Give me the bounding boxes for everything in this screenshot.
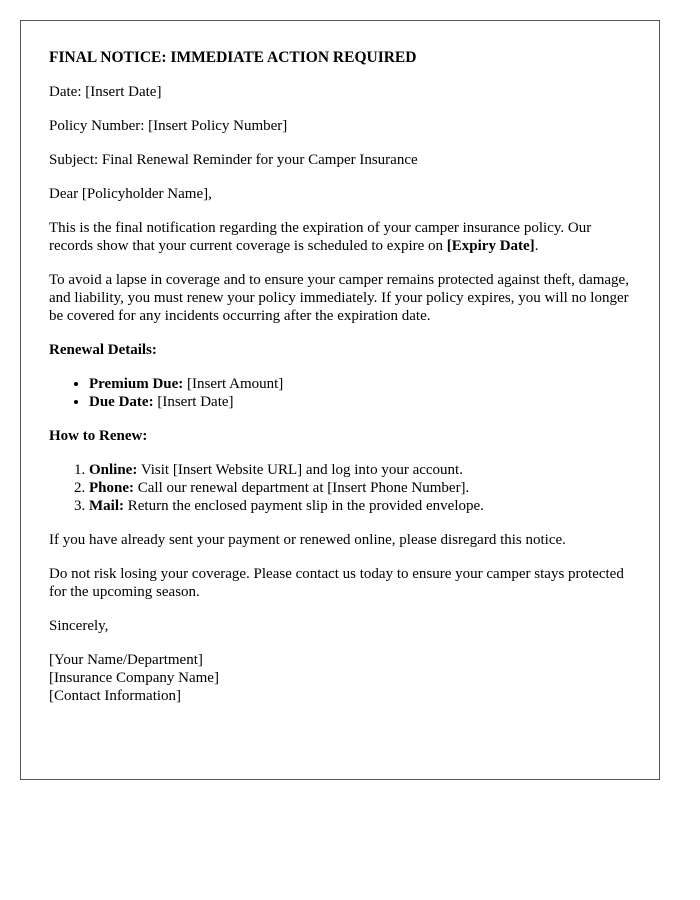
list-item: [89, 393, 631, 411]
list-item-value: [Insert Amount]: [183, 376, 284, 392]
list-item-label: Phone:: [89, 480, 134, 496]
contact-paragraph: Do not risk losing your coverage. Please contact us today to ensure your camper stays protected for the upcoming season.: [49, 566, 624, 600]
list-item-value: Visit [Insert Website URL] and log into your account.: [137, 462, 463, 478]
expiration-period: .: [534, 238, 539, 254]
letter-page: [20, 20, 660, 780]
list-item-value: [Insert Date]: [153, 394, 234, 410]
salutation: Dear [Policyholder Name],: [49, 186, 212, 202]
signature-contact: [Contact Information]: [49, 688, 182, 704]
list-item-value: Call our renewal department at [Insert Phone Number].: [134, 480, 470, 496]
date-line: Date: [Insert Date]: [49, 84, 162, 100]
policy-number-line: Policy Number: [Insert Policy Number]: [49, 118, 288, 134]
renewal-details-title: Renewal Details:: [49, 342, 157, 358]
closing: Sincerely,: [49, 618, 109, 634]
list-item-label: Premium Due:: [89, 376, 184, 392]
list-item-label: Mail:: [89, 498, 124, 514]
signature-company: [Insurance Company Name]: [49, 670, 219, 686]
list-item-value: Return the enclosed payment slip in the provided envelope.: [124, 498, 484, 514]
list-item: [89, 375, 631, 393]
list-item-label: Due Date:: [89, 394, 154, 410]
list-item: [89, 497, 631, 515]
expiry-date-placeholder: [Expiry Date]: [446, 238, 535, 254]
expiration-text: This is the final notification regarding the expiration of your camper insurance policy. Our records show that your current coverage is scheduled to expire on: [49, 220, 592, 254]
renewal-details-list: [49, 375, 631, 411]
disregard-paragraph: If you have already sent your payment or renewed online, please disregard this notice.: [49, 532, 566, 548]
list-item-label: Online:: [89, 462, 138, 478]
how-to-renew-list: [49, 461, 631, 515]
lapse-warning-paragraph: To avoid a lapse in coverage and to ensure your camper remains protected against theft, damage, and liability, you must renew your policy immediately. If your policy expires, you will no longer be covered for any incidents occurring after the expiration date.: [49, 272, 629, 324]
notice-heading: FINAL NOTICE: IMMEDIATE ACTION REQUIRED: [49, 49, 417, 66]
list-item: [89, 461, 631, 479]
how-to-renew-title: How to Renew:: [49, 428, 148, 444]
list-item: [89, 479, 631, 497]
signature-name: [Your Name/Department]: [49, 652, 203, 668]
signature-block: [49, 651, 631, 705]
expiration-paragraph: [49, 219, 631, 255]
subject-line: Subject: Final Renewal Reminder for your Camper Insurance: [49, 152, 418, 168]
